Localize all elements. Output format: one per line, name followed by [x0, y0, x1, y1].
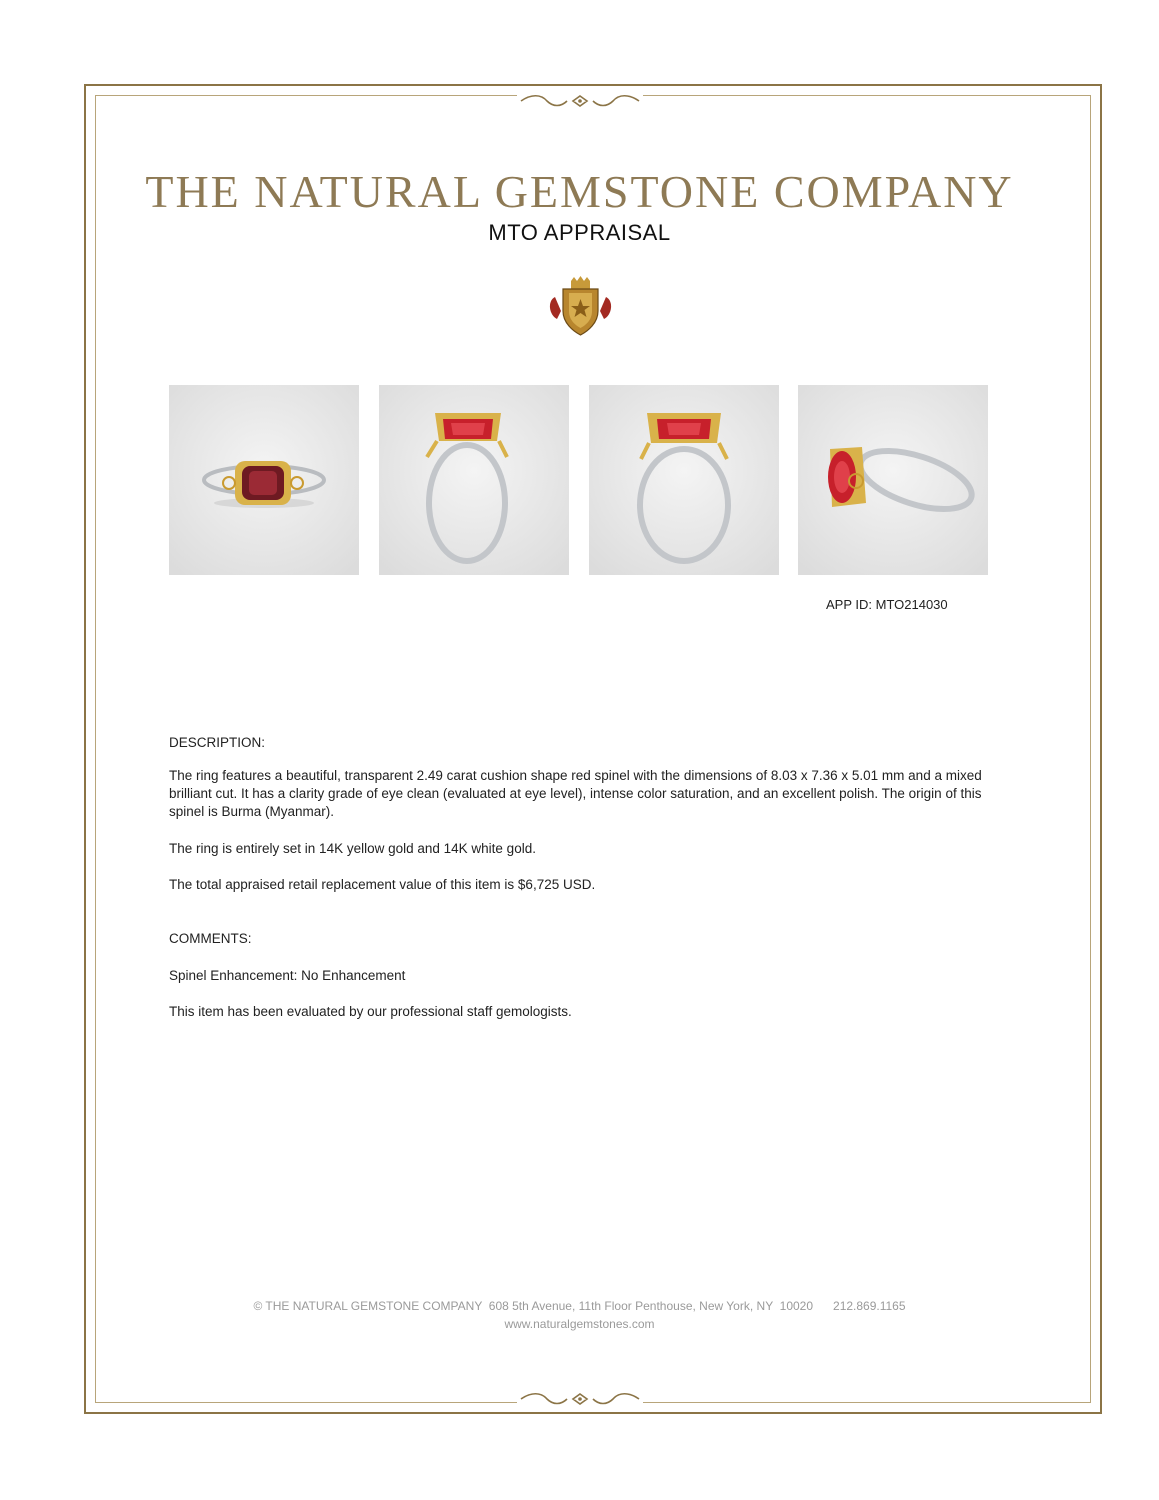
company-title: THE NATURAL GEMSTONE COMPANY: [145, 166, 1014, 217]
footer-website: www.naturalgemstones.com: [504, 1317, 655, 1331]
description-paragraph-1: The ring features a beautiful, transparent 2.49 carat cushion shape red spinel with the dimensions of 8.03 x 7.36 x 5.01 mm and a mixed brilliant cut. It has a clarity grade of eye clean (evaluated at eye level), intense color saturation, and an excellent polish. The origin of this spinel is Burma (Myanmar).: [169, 768, 982, 819]
comments-label: COMMENTS:: [169, 931, 252, 946]
evaluation-comment: This item has been evaluated by our professional staff gemologists.: [169, 1004, 572, 1019]
ring-side-view-photo: [379, 385, 569, 575]
app-id: APP ID: MTO214030: [826, 597, 948, 612]
description-paragraph-3: The total appraised retail replacement value of this item is $6,725 USD.: [169, 877, 596, 892]
enhancement-comment: Spinel Enhancement: No Enhancement: [169, 968, 406, 983]
description-paragraph-2: The ring is entirely set in 14K yellow gold and 14K white gold.: [169, 841, 536, 856]
document-subtitle: MTO APPRAISAL: [488, 220, 671, 245]
ring-front-view-photo: [589, 385, 779, 575]
top-flourish-ornament: [517, 92, 643, 110]
description-label: DESCRIPTION:: [169, 735, 266, 750]
bottom-flourish-ornament: [517, 1390, 643, 1408]
footer-address: © THE NATURAL GEMSTONE COMPANY 608 5th Avenue, 11th Floor Penthouse, New York, NY 10020 212.869.1165: [253, 1299, 906, 1313]
ring-top-view-photo: [169, 385, 359, 575]
heraldic-crest-icon: [543, 275, 618, 337]
ring-angled-view-photo: [798, 385, 988, 575]
